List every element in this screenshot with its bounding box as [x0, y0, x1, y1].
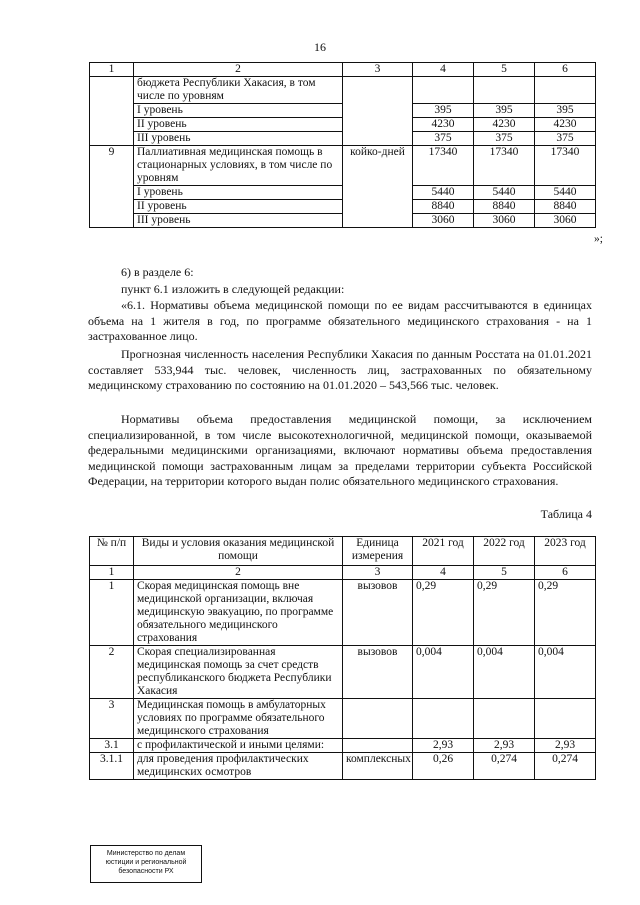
unit-cell: комплексных — [343, 753, 413, 780]
stamp-line: юстиции и региональной — [105, 859, 187, 866]
stamp-line: безопасности РХ — [118, 868, 174, 875]
volume-table-continued — [89, 62, 596, 228]
table-header-row — [90, 537, 596, 566]
header-cell: 2023 год — [535, 537, 596, 566]
unit-cell — [343, 699, 413, 739]
stamp-line: Министерство по делам — [106, 850, 186, 857]
value-cell: 3060 — [474, 214, 535, 228]
col-number: 6 — [535, 63, 596, 77]
col-number: 5 — [474, 63, 535, 77]
header-cell: Единица измерения — [343, 537, 413, 566]
row-number: 2 — [90, 646, 134, 699]
value-cell — [413, 699, 474, 739]
value-cell: 3060 — [535, 214, 596, 228]
column-number-row — [90, 566, 596, 580]
row-number: 3 — [90, 699, 134, 739]
row-number: 3.1.1 — [90, 753, 134, 780]
value-cell: 0,274 — [474, 753, 535, 780]
value-cell: 0,29 — [413, 580, 474, 646]
value-cell: 0,004 — [413, 646, 474, 699]
table-row — [90, 753, 596, 780]
col-number: 3 — [343, 63, 413, 77]
page-number: 16 — [314, 40, 326, 54]
row-number: 3.1 — [90, 739, 134, 753]
value-cell: 0,29 — [474, 580, 535, 646]
table-row — [90, 699, 596, 739]
value-cell: 17340 — [413, 146, 474, 186]
header-cell: 2022 год — [474, 537, 535, 566]
value-cell: 8840 — [535, 200, 596, 214]
value-cell: 375 — [413, 132, 474, 146]
value-cell: 0,004 — [474, 646, 535, 699]
unit-cell: вызовов — [343, 646, 413, 699]
paragraph: «6.1. Нормативы объема медицинской помощи по ее видам рассчитываются в единицах объема на 1 жителя в год, по программе обязательного медицинского страхования - на 1 застрахованное лицо. — [88, 298, 592, 344]
header-cell: Виды и условия оказания медицинской помощи — [134, 537, 343, 566]
col-number: 2 — [134, 63, 343, 77]
value-cell: 2,93 — [535, 739, 596, 753]
row-description: Скорая специализированная медицинская помощь за счет средств республиканского бюджета Республики Хакасия — [134, 646, 343, 699]
table-row — [90, 646, 596, 699]
paragraph: Прогнозная численность населения Республики Хакасия по данным Росстата на 01.01.2021 составляет 533,944 тыс. человек, численность лиц, застрахованных по обязательному медицинскому страхованию по состоянию на 01.01.2020 – 543,566 тыс. человек. — [88, 347, 592, 393]
header-cell: № п/п — [90, 537, 134, 566]
level-label: I уровень — [134, 186, 343, 200]
value-cell: 0,26 — [413, 753, 474, 780]
table-row — [90, 580, 596, 646]
unit-cell: койко-дней — [343, 146, 413, 228]
paragraph: Нормативы объема предоставления медицинской помощи, за исключением специализированной, в том числе высокотехнологичной, медицинской помощи, оказываемой федеральными медицинскими организациями, включают нормативы объема предоставления медицинской помощи застрахованным лицам за пределами территории субъекта Российской Федерации, на территории которого выдан полис обязательного медицинского страхования. — [88, 412, 592, 489]
value-cell: 395 — [474, 104, 535, 118]
level-label: II уровень — [134, 200, 343, 214]
row-number: 9 — [90, 146, 134, 228]
table-caption: Таблица 4 — [540, 507, 592, 521]
value-cell: 375 — [474, 132, 535, 146]
col-number: 2 — [134, 566, 343, 580]
col-number: 4 — [413, 63, 474, 77]
value-cell: 2,93 — [474, 739, 535, 753]
value-cell: 3060 — [413, 214, 474, 228]
level-label: II уровень — [134, 118, 343, 132]
value-cell — [474, 699, 535, 739]
value-cell — [535, 699, 596, 739]
row-description: бюджета Республики Хакасия, в том числе по уровням — [134, 77, 343, 104]
ministry-stamp — [90, 845, 202, 883]
row-description: Медицинская помощь в амбулаторных условиях по программе обязательного медицинского страхования — [134, 699, 343, 739]
value-cell: 5440 — [474, 186, 535, 200]
paragraph: пункт 6.1 изложить в следующей редакции: — [121, 282, 345, 296]
table-row — [90, 146, 596, 186]
table-header-row — [90, 63, 596, 77]
level-label: I уровень — [134, 104, 343, 118]
row-number: 1 — [90, 580, 134, 646]
value-cell: 0,004 — [535, 646, 596, 699]
row-description: для проведения профилактических медицинских осмотров — [134, 753, 343, 780]
quote-close: »; — [594, 233, 603, 245]
volume-norms-table — [89, 536, 596, 780]
value-cell: 17340 — [535, 146, 596, 186]
paragraph: 6) в разделе 6: — [121, 265, 194, 279]
table-row — [90, 77, 596, 104]
col-number: 3 — [343, 566, 413, 580]
value-cell: 8840 — [413, 200, 474, 214]
unit-cell — [343, 739, 413, 753]
value-cell: 0,29 — [535, 580, 596, 646]
level-label: III уровень — [134, 214, 343, 228]
value-cell: 375 — [535, 132, 596, 146]
level-label: III уровень — [134, 132, 343, 146]
col-number: 5 — [474, 566, 535, 580]
value-cell: 0,274 — [535, 753, 596, 780]
col-number: 1 — [90, 566, 134, 580]
value-cell: 5440 — [535, 186, 596, 200]
row-description: Паллиативная медицинская помощь в стационарных условиях, в том числе по уровням — [134, 146, 343, 186]
value-cell: 17340 — [474, 146, 535, 186]
value-cell: 5440 — [413, 186, 474, 200]
unit-cell: вызовов — [343, 580, 413, 646]
col-number: 6 — [535, 566, 596, 580]
col-number: 4 — [413, 566, 474, 580]
value-cell: 395 — [413, 104, 474, 118]
row-description: Скорая медицинская помощь вне медицинской организации, включая медицинскую эвакуацию, по программе обязательного медицинского страхования — [134, 580, 343, 646]
value-cell: 2,93 — [413, 739, 474, 753]
value-cell: 4230 — [474, 118, 535, 132]
col-number: 1 — [90, 63, 134, 77]
value-cell: 4230 — [413, 118, 474, 132]
value-cell: 395 — [535, 104, 596, 118]
table-row — [90, 739, 596, 753]
value-cell: 4230 — [535, 118, 596, 132]
value-cell: 8840 — [474, 200, 535, 214]
header-cell: 2021 год — [413, 537, 474, 566]
row-description: с профилактической и иными целями: — [134, 739, 343, 753]
